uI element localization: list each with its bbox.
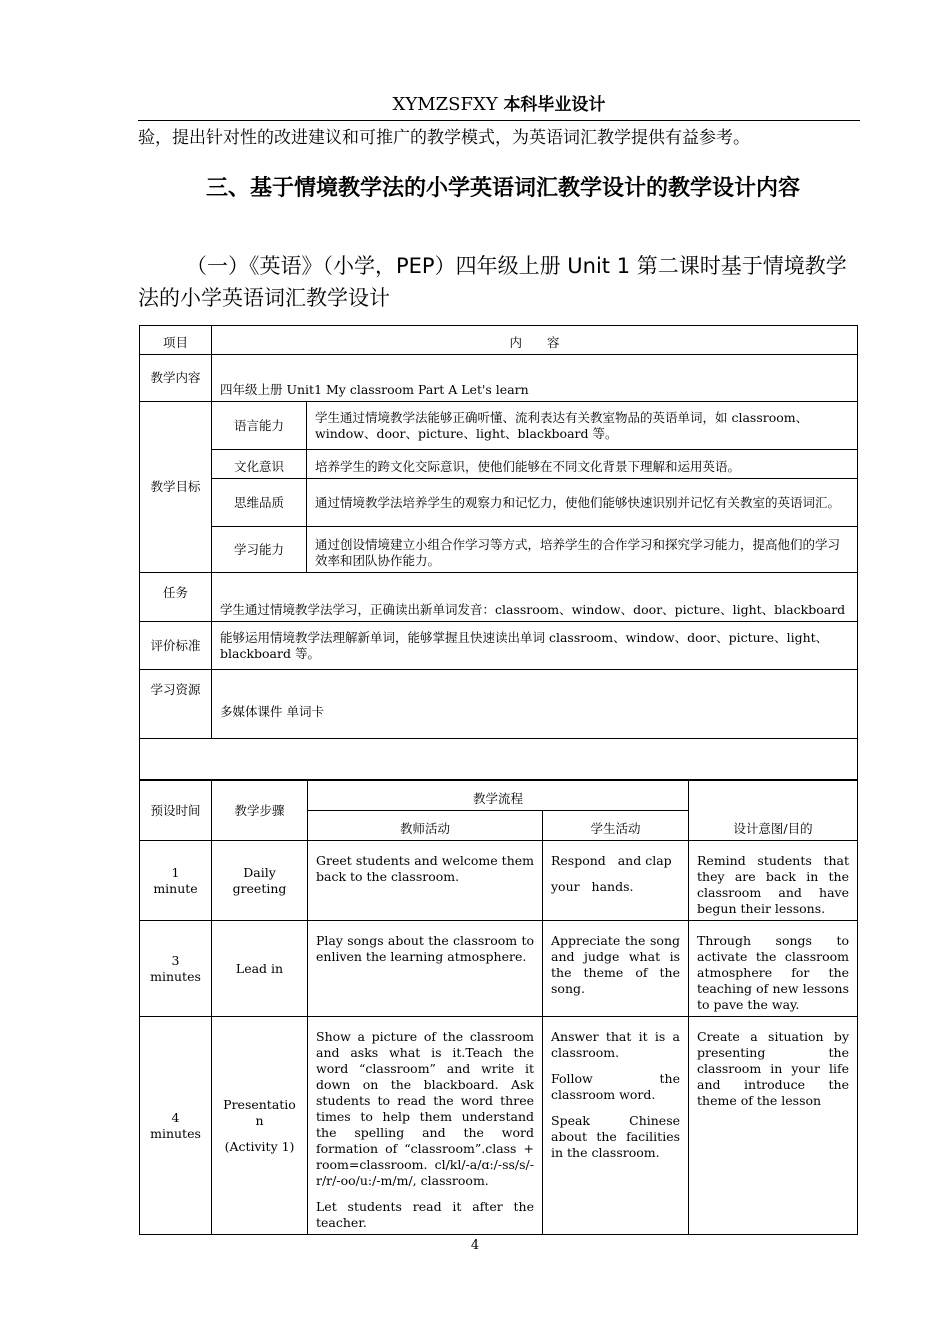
blank-row — [140, 739, 858, 780]
objective-row — [140, 527, 858, 573]
objective-text: 培养学生的跨文化交际意识，使他们能够在不同文化背景下理解和运用英语。 — [307, 450, 858, 479]
purpose-cell: Remind students that they are back in the classroom and have begun their lessons. — [689, 841, 858, 921]
task-row — [140, 573, 858, 622]
time-cell: 4 minutes — [140, 1017, 212, 1235]
item-header: 项目 — [140, 326, 212, 355]
student-activity-text: Follow the classroom word. — [551, 1071, 681, 1102]
step-subtitle: (Activity 1) — [224, 1138, 295, 1154]
blank-cell — [140, 739, 858, 780]
lesson-info-table — [139, 325, 858, 780]
purpose-header: 设计意图/目的 — [689, 781, 858, 841]
objective-row — [140, 450, 858, 479]
info-header-row — [140, 326, 858, 355]
teacher-activity-text: Show a picture of the classroom and asks what is it.Teach the word “classroom” and write it down on the blackboard. Ask students to read the word three times to help them understand the spelling and the word formation of “classroom”.class + room=classroom. cl/kl/-a/ɑ:/-ss/s/-r/r/-oo/u:/-m/m/, classroom. — [316, 1029, 534, 1188]
student-activity-text: your hands. — [551, 879, 634, 894]
step-title: Presentation — [223, 1096, 296, 1128]
subsection-heading: （一）《英语》（小学，PEP）四年级上册 Unit 1 第二课时基于情境教学法的小学英语词汇教学设计 — [138, 254, 847, 310]
objective-name: 语言能力 — [212, 402, 307, 450]
teaching-process-table — [139, 780, 858, 1235]
teacher-activity — [308, 841, 543, 921]
time-cell: 3 minutes — [140, 921, 212, 1017]
evaluation-row — [140, 622, 858, 670]
resources-row — [140, 670, 858, 739]
teacher-activity-text: Play songs about the classroom to enliven the learning atmosphere. — [316, 933, 534, 964]
objective-name: 学习能力 — [212, 527, 307, 573]
page-number: 4 — [470, 1238, 480, 1253]
resources-value: 多媒体课件 单词卡 — [212, 670, 858, 739]
teacher-activity — [308, 1017, 543, 1235]
student-header: 学生活动 — [543, 811, 689, 841]
purpose-cell: Create a situation by presenting the classroom in your life and introduce the theme of the lesson — [689, 1017, 858, 1235]
teacher-activity-text: Greet students and welcome them back to the classroom. — [316, 853, 534, 884]
process-row — [140, 1017, 858, 1235]
step-cell: Lead in — [212, 921, 308, 1017]
student-activity — [543, 1017, 689, 1235]
section-heading: 三、基于情境教学法的小学英语词汇教学设计的教学设计内容 — [206, 176, 801, 201]
header-latin: XYMZSFXY — [392, 94, 498, 115]
step-header: 教学步骤 — [212, 781, 308, 841]
teacher-header: 教师活动 — [308, 811, 543, 841]
task-value: 学生通过情境教学法学习，正确读出新单词发音：classroom、window、door、picture、light、blackboard — [212, 573, 858, 622]
teaching-content-label: 教学内容 — [140, 355, 212, 402]
student-activity-text: Appreciate the song and judge what is the theme of the song. — [551, 933, 681, 996]
evaluation-label: 评价标准 — [140, 622, 212, 670]
step-cell — [212, 1017, 308, 1235]
process-row — [140, 921, 858, 1017]
objective-text: 通过情境教学法培养学生的观察力和记忆力，使他们能够快速识别并记忆有关教室的英语词汇。 — [307, 479, 858, 527]
objective-name: 思维品质 — [212, 479, 307, 527]
student-activity-text: Respond and clap — [551, 853, 672, 868]
objective-row — [140, 479, 858, 527]
objectives-label: 教学目标 — [140, 402, 212, 573]
process-row — [140, 841, 858, 921]
evaluation-value: 能够运用情境教学法理解新单词，能够掌握且快速读出单词 classroom、window、door、picture、light、blackboard 等。 — [212, 622, 858, 670]
intro-paragraph: 验，提出针对性的改进建议和可推广的教学模式，为英语词汇教学提供有益参考。 — [138, 128, 750, 148]
content-header: 内 容 — [212, 326, 858, 355]
objective-row — [140, 402, 858, 450]
objective-text: 学生通过情境教学法能够正确听懂、流利表达有关教室物品的英语单词，如 classroom、window、door、picture、light、blackboard 等。 — [307, 402, 858, 450]
task-label: 任务 — [140, 573, 212, 622]
teaching-content-value: 四年级上册 Unit1 My classroom Part A Let's learn — [212, 355, 858, 402]
objective-name: 文化意识 — [212, 450, 307, 479]
teaching-content-row — [140, 355, 858, 402]
student-activity — [543, 921, 689, 1017]
header-title: 本科毕业设计 — [503, 95, 606, 115]
purpose-cell: Through songs to activate the classroom atmosphere for the teaching of new lessons to pave the way. — [689, 921, 858, 1017]
teacher-activity-text: Let students read it after the teacher. — [316, 1199, 534, 1230]
time-cell: 1 minute — [140, 841, 212, 921]
time-header: 预设时间 — [140, 781, 212, 841]
teacher-activity — [308, 921, 543, 1017]
objective-text: 通过创设情境建立小组合作学习等方式，培养学生的合作学习和探究学习能力，提高他们的学习效率和团队协作能力。 — [307, 527, 858, 573]
resources-label: 学习资源 — [140, 670, 212, 739]
student-activity-text: Answer that it is a classroom. — [551, 1029, 681, 1060]
flow-header: 教学流程 — [308, 781, 689, 811]
step-cell: Daily greeting — [212, 841, 308, 921]
process-header-row — [140, 781, 858, 811]
page-header — [138, 92, 860, 121]
student-activity-text: Speak Chinese about the facilities in the classroom. — [551, 1113, 681, 1160]
student-activity — [543, 841, 689, 921]
